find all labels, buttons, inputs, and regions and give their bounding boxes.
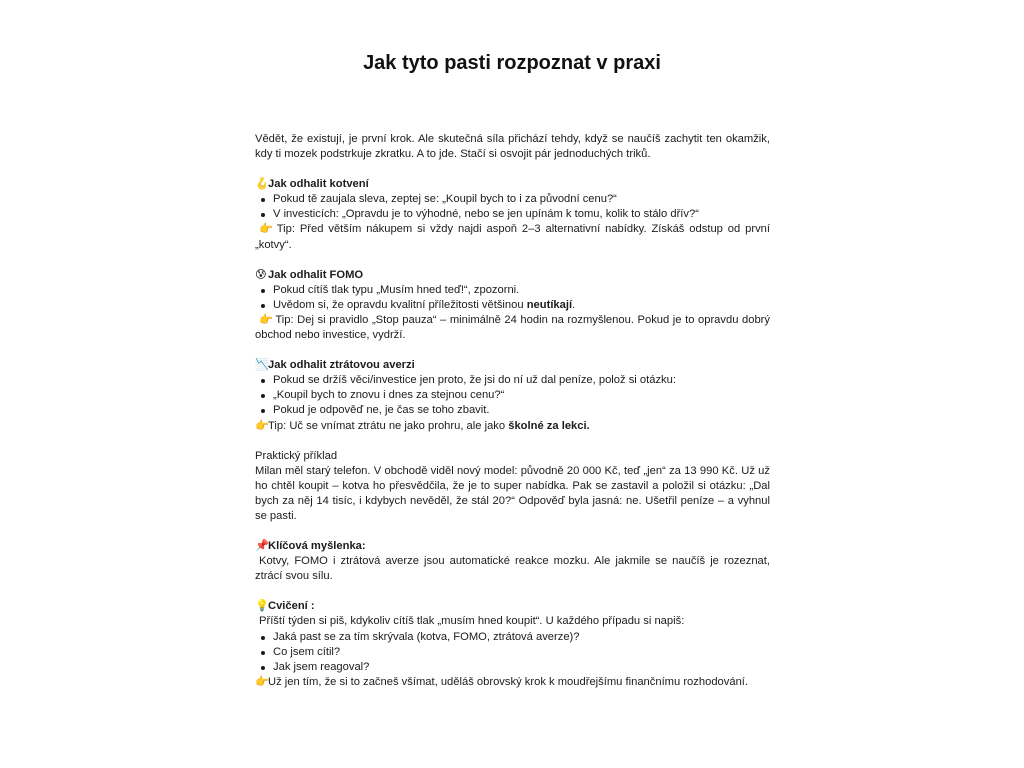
list-item: Pokud cítíš tlak typu „Musím hned teď!“, zpozorni. bbox=[255, 283, 770, 298]
hook-icon: 🪝 bbox=[255, 178, 269, 191]
bullet-list bbox=[255, 283, 770, 313]
pointing-hand-icon: 👉 bbox=[259, 223, 273, 236]
section-example bbox=[255, 449, 770, 524]
section-exercise bbox=[255, 599, 770, 690]
pointing-hand-icon: 👉 bbox=[255, 419, 269, 432]
list-item: Pokud je odpověď ne, je čas se toho zbavit. bbox=[255, 403, 770, 418]
key-paragraph: Kotvy, FOMO i ztrátová averze jsou automatické reakce mozku. Ale jakmile se naučíš je rozeznat, ztrácí svou sílu. bbox=[255, 555, 770, 583]
intro-paragraph: Vědět, že existují, je první krok. Ale skutečná síla přichází tehdy, když se naučíš zachytit ten okamžik, kdy ti mozek podstrkuje zkratku. A to jde. Stačí si osvojit pár jednoduchých triků. bbox=[255, 133, 770, 161]
section-heading: 😰Jak odhalit FOMO bbox=[255, 268, 770, 283]
bullet-list bbox=[255, 630, 770, 675]
tip-paragraph: 👉Tip: Uč se vnímat ztrátu ne jako prohru, ale jako školné za lekci. bbox=[255, 419, 770, 434]
list-item: „Koupil bych to znovu i dnes za stejnou cenu?“ bbox=[255, 388, 770, 403]
list-item: Pokud se držíš věci/investice jen proto, že jsi do ní už dal peníze, polož si otázku: bbox=[255, 373, 770, 388]
exercise-paragraph: Příští týden si piš, kdykoliv cítíš tlak „musím hned koupit“. U každého případu si napiš: bbox=[259, 615, 685, 628]
section-anchoring bbox=[255, 177, 770, 252]
list-item: Jak jsem reagoval? bbox=[255, 660, 770, 675]
lightbulb-icon: 💡 bbox=[255, 600, 269, 613]
bullet-list bbox=[255, 373, 770, 418]
tip-paragraph: 👉 Tip: Dej si pravidlo „Stop pauza“ – minimálně 24 hodin na rozmyšlenou. Pokud je to opravdu dobrý obchod nebo investice, vydrží. bbox=[255, 313, 770, 342]
list-item: Uvědom si, že opravdu kvalitní příležitosti většinou neutíkají. bbox=[255, 298, 770, 313]
list-item: Pokud tě zaujala sleva, zeptej se: „Koupil bych to i za původní cenu?“ bbox=[255, 192, 770, 207]
pushpin-icon: 📌 bbox=[255, 540, 269, 553]
bullet-list bbox=[255, 192, 770, 222]
section-fomo bbox=[255, 268, 770, 343]
section-heading: 📌Klíčová myšlenka: bbox=[255, 539, 770, 554]
anxious-face-icon: 😰 bbox=[255, 268, 267, 281]
example-paragraph: Milan měl starý telefon. V obchodě viděl nový model: původně 20 000 Kč, teď „jen“ za 13 990 Kč. Už už ho chtěl koupit – kotva ho přesvědčila, že je to super nabídka. Pak se zastavil a položil si otázku: „Dal bych za něj 14 tisíc, i kdybych nevěděl, že stál 20?“ Odpověď byla jasná: ne. Ušetřil peníze – a vyhnul se pasti. bbox=[255, 464, 770, 522]
section-heading: 💡Cvičení : bbox=[255, 599, 770, 614]
closing-paragraph: 👉Už jen tím, že si to začneš všímat, uděláš obrovský krok k moudřejšímu finančnímu rozhodování. bbox=[255, 675, 770, 690]
list-item: Co jsem cítil? bbox=[255, 645, 770, 660]
list-item: Jaká past se za tím skrývala (kotva, FOMO, ztrátová averze)? bbox=[255, 630, 770, 645]
pointing-hand-icon: 👉 bbox=[259, 313, 273, 326]
chart-down-icon: 📉 bbox=[255, 359, 269, 372]
section-heading: 📉Jak odhalit ztrátovou averzi bbox=[255, 358, 770, 373]
section-key-idea bbox=[255, 539, 770, 584]
section-loss-aversion bbox=[255, 358, 770, 433]
section-heading: 🪝Jak odhalit kotvení bbox=[255, 177, 770, 192]
page-title: Jak tyto pasti rozpoznat v praxi bbox=[363, 52, 661, 74]
tip-paragraph: 👉 Tip: Před větším nákupem si vždy najdi aspoň 2–3 alternativní nabídky. Získáš odstup od první „kotvy“. bbox=[255, 223, 770, 251]
example-heading: Praktický příklad bbox=[255, 449, 338, 462]
list-item: V investicích: „Opravdu je to výhodné, nebo se jen upínám k tomu, kolik to stálo dřív?“ bbox=[255, 207, 770, 222]
document-body bbox=[255, 132, 770, 690]
pointing-hand-icon: 👉 bbox=[255, 675, 269, 688]
